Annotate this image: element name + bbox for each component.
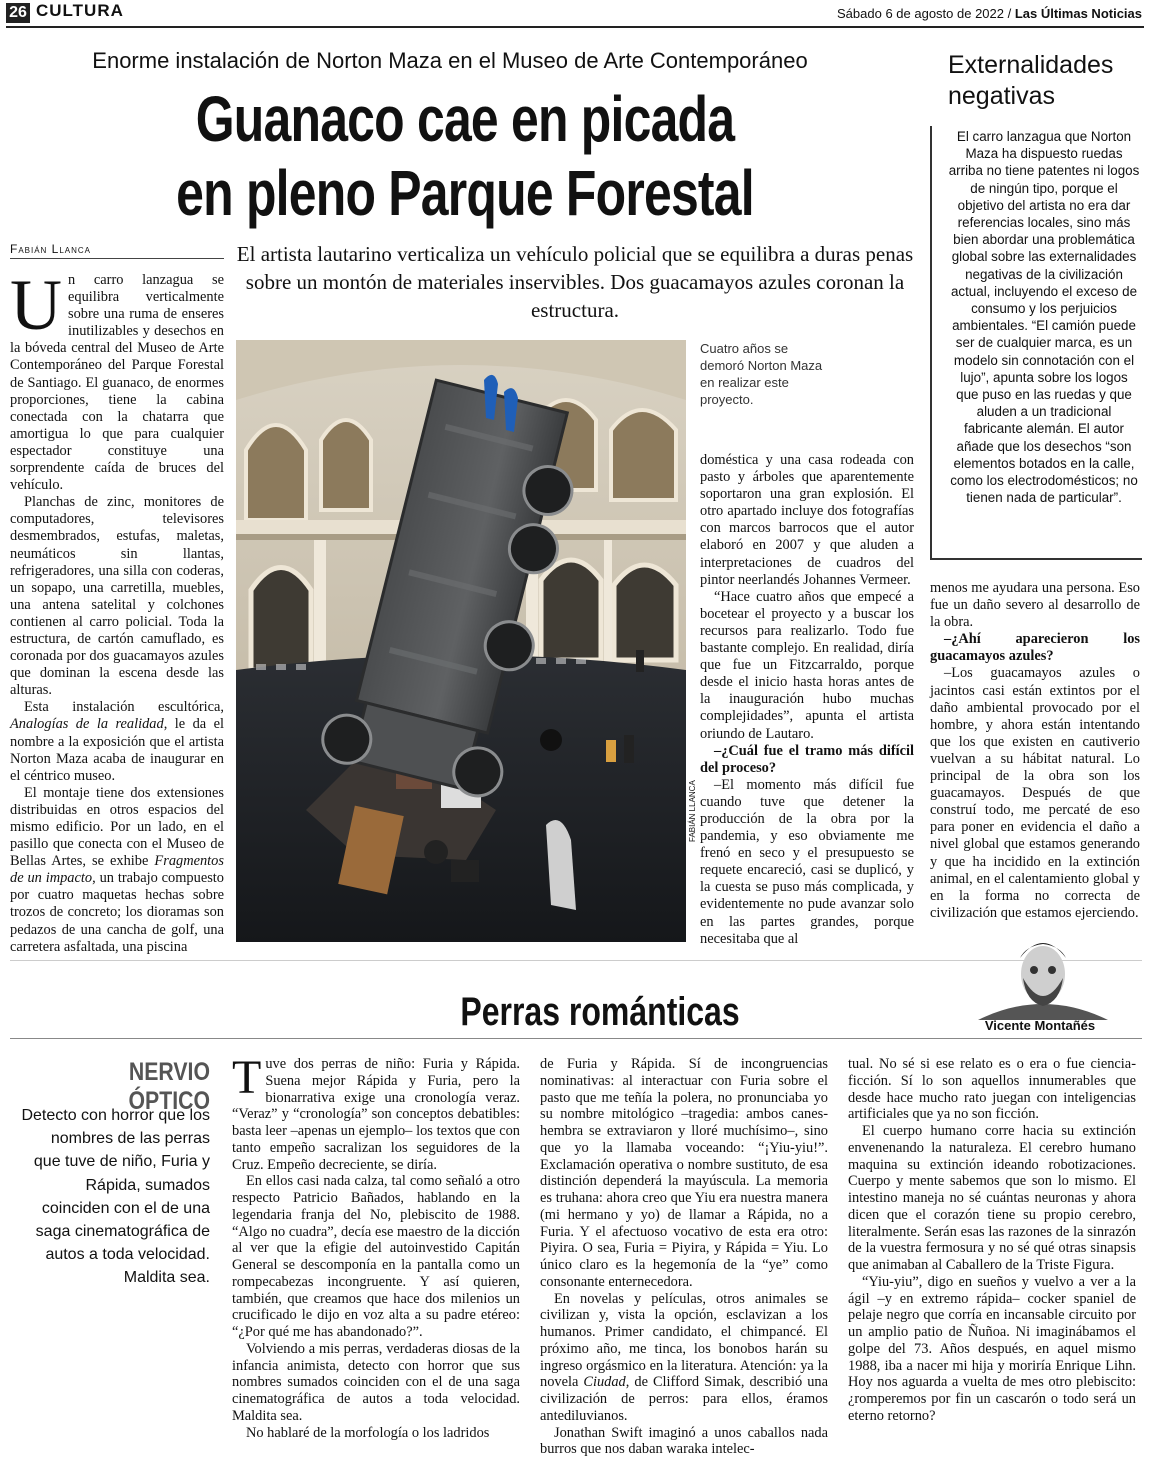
work-title: Analogías de la realidad [10, 716, 164, 733]
paragraph: En ellos casi nada calza, tal como señaló a otro respecto Patricio Bañados, hablando en la legendaria franja del No, plebiscito de 1988. “Algo no cuadra”, decía ese maestro de la dicción al ver que la efigie del autoinvestido Capitán General se descomponía en la pantalla como un rompecabezas incongruente. Y así quieren, también, que creamos que hace dos milenios un crucificado le dijo en voz alta a su padre etéreo: “¿Por qué me has abandonado?”. [232, 1173, 520, 1340]
paragraph: El cuerpo humano corre hacia su extinción envenenando la naturaleza. El cerebro humano maquina su extinción ideando robotizaciones. Cuerpo y mente sabemos que son lo mismo. El intestino maneja no sé cuántas neuronas y ahora dicen que el corazón tiene su propio cerebro, literalmente. Serán esas las razones de la sinrazón de la vuestra fermosura y no sé qué otras sinapsis que animaban al Caballero de la Triste Figura. [848, 1123, 1136, 1273]
paragraph: de Furia y Rápida. Sí de incongruencias nominativas: al interactuar con Furia sobre el pasto que me teñía la polera, no pronunciaba yo su nombre mitológico –tragedia: ambos canes-hembra se extraviaron y lloré muchísimo–, sino que yo la llamaba voceando: “¡Yiu-yiu!”. Exclamación operativa o nombre sustituto, de esa distinción dependerá la mayúscula. La memoria es truhana: ahora creo que Yiu era nuestra manera (mi hermano y yo) de llamar a Rápida, no a Furia. Y el afectuoso vocativo de esta era otro: Piyira. O sea, Furia = Piyira, y Rápida = Yiu. Lo único claro es la hegemonía de la “ye” como consonante enternecedora. [540, 1056, 828, 1290]
article-column-4 [930, 580, 1140, 922]
paragraph: doméstica y una casa rodeada con pasto y árboles que aparentemente soportaron una gran explosión. El otro apartado incluye dos fotografías con marcos barrocos que el autor elaboró en 2007 y que aluden a interpretaciones de cuadros del pintor neerlandés Johannes Vermeer. [700, 452, 914, 588]
paragraph: tual. No sé si ese relato es o era o fue ciencia-ficción. Sí lo son aquellos innumerables que desde hace mucho rato juegan con inteligencias artificiales que ya no son ficción. [848, 1056, 1136, 1123]
column-text-1 [232, 1051, 520, 1441]
article-column-1 [10, 265, 225, 956]
article-column-3 [700, 452, 914, 948]
publication-name: Las Últimas Noticias [1014, 6, 1142, 21]
book-title: Ciudad [583, 1374, 626, 1391]
paragraph: Volviendo a mis perras, verdaderas diosas de la infancia animista, detecto con horror que sus nombres sumados coinciden con el de una saga cinematográfica de autos a toda velocidad. Maldita sea. [232, 1340, 520, 1424]
pull-quote: Detecto con horror que los nombres de las perras que tuve de niño, Furia y Rápida, sumados coinciden con el de una saga cinematográfica de autos a toda velocidad. Maldita sea. [21, 1107, 210, 1287]
headline-line-2: en pleno Parque Forestal [176, 157, 754, 229]
photo-credit: FABIÁN LLANCA [688, 780, 697, 842]
issue-date: Sábado 6 de agosto de 2022 [837, 6, 1004, 21]
column-rule [10, 1038, 1142, 1039]
column-text-2 [540, 1056, 828, 1458]
paragraph: uve dos perras de niño: Furia y Rápida. Suena mejor Rápida y Furia, pero la bionarrativa exige una cronología veraz. “Veraz” y “cronología” son conceptos debatibles: basta leer –apenas un ejemplo– los textos que con tanto empeño sacralizan los seguidores de la Cruz. Empeño decreciente, se diría. [232, 1056, 520, 1173]
interview-question: –¿Cuál fue el tramo más difícil del proceso? [700, 742, 914, 776]
paragraph: “Hace cuatro años que empecé a bocetear el proyecto y a buscar los recursos para realizarlo. Todo fue bastante complejo. En realidad, diría que fue un Fitzcarraldo, porque desde el inicio hasta horas antes de la inauguración hubo muchas complejidades”, apunta el artista oriundo de Lautaro. [700, 588, 914, 742]
article-headline [149, 82, 781, 230]
article-kicker: Enorme instalación de Norton Maza en el Museo de Arte Contemporáneo [92, 48, 808, 73]
dateline-separator: / [1004, 6, 1015, 21]
paragraph: –El momento más difícil fue cuando tuve que detener la producción de la obra por la pandemia, y eso obviamente me frenó en seco y el presupuesto se requete encareció, casi se duplicó, y la cuesta se puso más complicada, y evidentemente no pude avanzar solo en las partes grandes, porque necesitaba que al [700, 776, 914, 947]
author-name: Vicente Montañés [984, 1018, 1096, 1033]
text-run: En novelas y películas, otros animales se civilizan y, vista la opción, esclavizan a los humanos. Primer candidato, el chimpancé. El próximo año, me tinca, los bonobos harán su ingreso orgásmico en la literatura. Atención: ya la novela [540, 1290, 828, 1391]
interview-question: –¿Ahí aparecieron los guacamayos azules? [930, 631, 1140, 665]
text-run: , un trabajo compuesto por cuatro maquetas hechas sobre trozos de concreto; los dioramas son pedazos de una cancha de golf, una carretera asfaltada, una piscina [10, 870, 225, 955]
article-deck: El artista lautarino verticaliza un vehículo policial que se equilibra a duras penas sobre un montón de materiales inservibles. Dos guacamayos azules coronan la estructura. [236, 242, 914, 322]
text-run: , le da el nombre a la exposición que el artista Norton Maza acaba de inaugurar en el céntrico museo. [10, 716, 224, 784]
header-rule [6, 26, 1144, 28]
column-section-label: NERVIO ÓPTICO [128, 1058, 210, 1115]
drop-cap: T [232, 1051, 262, 1104]
text-run: , de Clifford Simak, describió una civilización de perros: para ellos, éramos antediluvianos. [540, 1374, 828, 1424]
work-title: Fragmentos de un impacto [10, 853, 224, 887]
column-title: Perras románticas [460, 990, 740, 1034]
sidebar-paragraph: El carro lanzagua que Norton Maza ha dispuesto ruedas arriba no tiene patentes ni logos de ningún tipo, porque el objetivo del artista no era dar referencias locales, sino más bien abordar una problemática global sobre las externalidades negativas de la civilización actual, incluyendo el exceso de consumo y los perjuicios ambientales. “El camión puede ser de cualquier marca, es un modelo sin connotación con el lujo”, apunta sobre los logos que puso en las ruedas y que aluden a un tradicional fabricante alemán. El autor añade que los desechos “son elementos botados en la calle, como los electrodomésticos; no tienen nada de particular”. [948, 129, 1140, 506]
headline-line-1: Guanaco cae en picada [195, 83, 735, 155]
paragraph: Jonathan Swift imaginó a unos caballos nada burros que nos daban waraka intelec- [540, 1424, 828, 1458]
paragraph: Planchas de zinc, monitores de computadores, televisores desmembrados, estufas, maletas, neumáticos sin llantas, refrigeradores, una silla con coderas, un sopapo, una carretilla, muebles, una antena satelital y colchones contienen al carro policial. Toda la estructura, de cartón camuflado, es coronada por dos guacamayos azules que dominan la escena desde las alturas. [10, 494, 224, 699]
page-number: 26 [6, 3, 30, 23]
paragraph [540, 1291, 828, 1425]
drop-cap: U [10, 265, 62, 345]
paragraph: “Yiu-yiu”, digo en sueños y vuelvo a ver a la ágil –y en extremo rápida– cocker spaniel de pelaje negro que corría en incansable circuito por un amplio patio de Ñuñoa. Ni imaginábamos el golpe del 73. Años después, en aquel mismo 1988, iba a nacer mi hija y moriría Enrique Lihn. Hoy nos aguarda a vuelta de mes otro plebiscito: ¿romperemos por fin un cascarón o todo será un eterno retorno? [848, 1273, 1136, 1424]
text-run: Esta instalación escultórica, [24, 699, 224, 716]
dateline [837, 6, 1142, 21]
paragraph: menos me ayudara una persona. Eso fue un daño severo al desarrollo de la obra. [930, 580, 1140, 631]
author-portrait [968, 928, 1118, 1020]
paragraph: n carro lanzagua se equilibra verticalmente sobre una ruma de enseres inutilizables y desechos en la bóveda central del Museo de Arte Contemporáneo del Parque Forestal de Santiago. El guanaco, de enormes proporciones, tiene la cabina conectada con la chatarra que amortigua lo que para cualquier espectador constituye una sorprendente caída de bruces del vehículo. [10, 272, 224, 494]
sidebar-text [948, 128, 1140, 506]
sidebar-title: Externalidades negativas [948, 51, 1114, 110]
paragraph: –Los guacamayos azules o jacintos casi están extintos por el daño ambiental provocado por el hombre, y ahora están intentando que los que existen en cautiverio vuelvan a su hábitat natural. Lo principal de la obra son los guacamayos. Después de que construí todo, me percaté de eso para poner en evidencia el daño a nivel global que estamos generando y que ha incidido en la extinción animal, en el calentamiento global y en la forma no correcta de civilización que estamos ejerciendo. [930, 665, 1140, 921]
paragraph [10, 785, 224, 956]
column-text-3 [848, 1056, 1136, 1425]
paragraph [10, 699, 224, 784]
section-name: CULTURA [36, 1, 124, 20]
paragraph: No hablaré de la morfología o los ladridos [246, 1424, 490, 1441]
installation-photo [236, 340, 686, 942]
text-run: El montaje tiene dos extensiones distribuidas en otros espacios del mismo edificio. Por un lado, en el pasillo que conecta con el Museo de Bellas Artes, se exhibe [10, 784, 224, 870]
photo-caption: Cuatro años se demoró Norton Maza en realizar este proyecto. [700, 341, 823, 407]
byline: Fabián Llanca [10, 242, 92, 256]
byline-rule [10, 258, 224, 259]
